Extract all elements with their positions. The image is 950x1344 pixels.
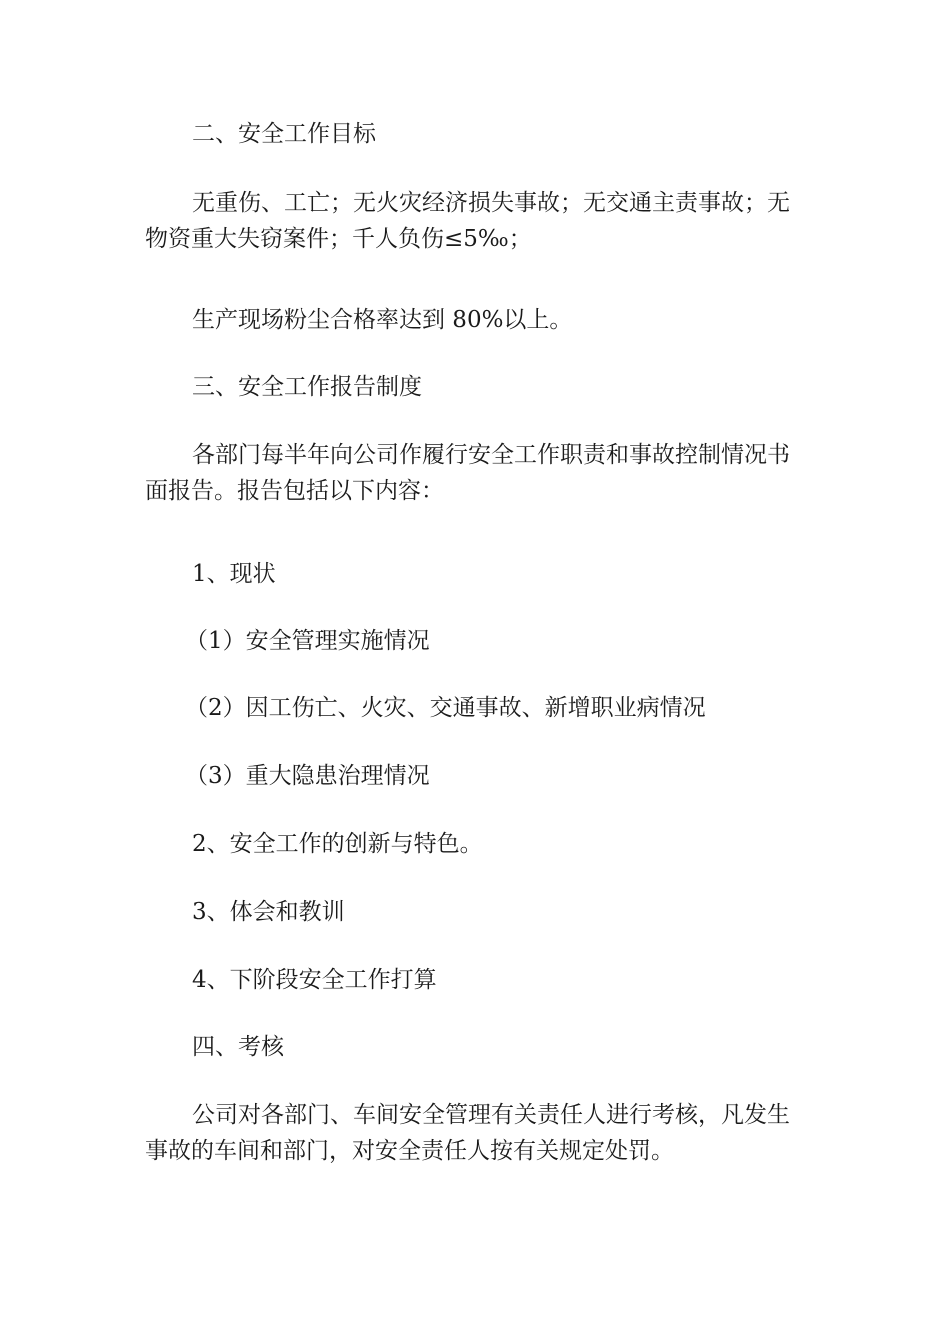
list-item-1: 1、现状 xyxy=(192,561,276,587)
sub-item-2: （2）因工伤亡、火灾、交通事故、新增职业病情况 xyxy=(185,695,706,721)
sub-item-1: （1）安全管理实施情况 xyxy=(185,628,430,654)
list-item-3: 3、体会和教训 xyxy=(192,899,345,925)
section-heading-3: 三、安全工作报告制度 xyxy=(192,374,422,400)
section-heading-2: 二、安全工作目标 xyxy=(192,121,376,147)
paragraph-assessment: 公司对各部门、车间安全管理有关责任人进行考核，凡发生事故的车间和部门，对安全责任人按有关规定处罚。 xyxy=(145,1102,790,1164)
list-item-2: 2、安全工作的创新与特色。 xyxy=(192,831,483,857)
paragraph-safety-goals: 无重伤、工亡；无火灾经济损失事故；无交通主责事故；无物资重大失窃案件；千人负伤≤5‰； xyxy=(145,190,790,252)
list-item-4: 4、下阶段安全工作打算 xyxy=(192,967,437,993)
sub-item-3: （3）重大隐患治理情况 xyxy=(185,763,430,789)
section-heading-4: 四、考核 xyxy=(192,1034,284,1060)
paragraph-report-system: 各部门每半年向公司作履行安全工作职责和事故控制情况书面报告。报告包括以下内容： xyxy=(145,442,790,504)
paragraph-dust-rate: 生产现场粉尘合格率达到 80%以上。 xyxy=(192,307,573,333)
